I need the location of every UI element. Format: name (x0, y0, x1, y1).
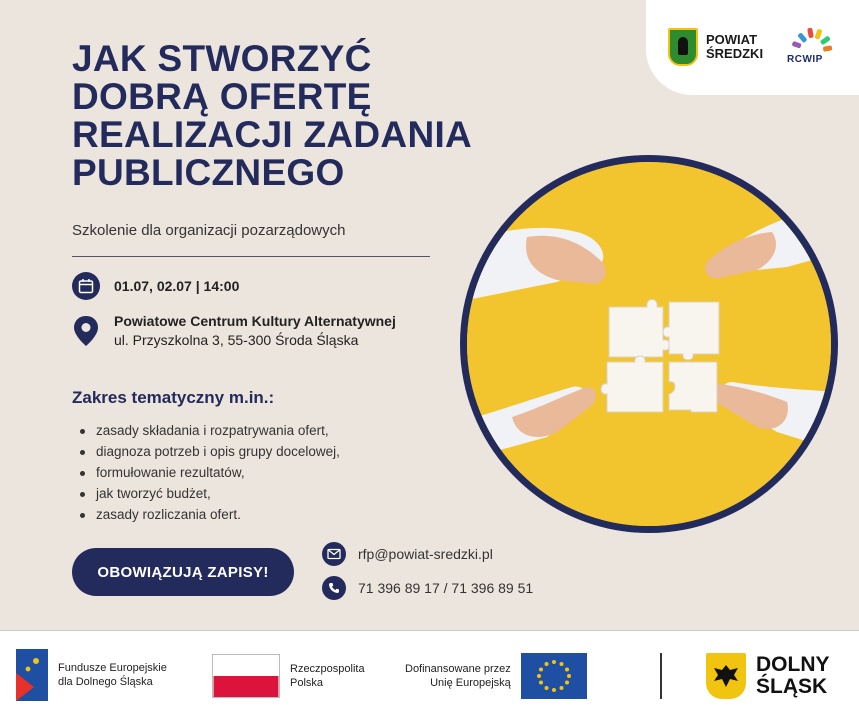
contact-phone[interactable]: 71 396 89 17 / 71 396 89 51 (358, 580, 534, 596)
subtitle: Szkolenie dla organizacji pozarządowych (72, 222, 346, 239)
topics-list (78, 420, 340, 525)
rp-text-line1: Rzeczpospolita (290, 663, 365, 675)
powiat-crest-icon (668, 28, 698, 66)
list-item: formułowanie rezultatów, (78, 462, 340, 483)
puzzle-illustration (467, 162, 831, 526)
phone-icon (322, 576, 346, 600)
venue-address: ul. Przyszkolna 3, 55-300 Środa Śląska (114, 332, 359, 348)
polish-flag-icon (212, 654, 280, 698)
rcwip-logo-text: RCWIP (787, 54, 823, 65)
location-pin-icon (72, 315, 100, 347)
eagle-crest-icon (706, 653, 746, 699)
list-item: diagnoza potrzeb i opis grupy docelowej, (78, 441, 340, 462)
event-venue-row (72, 312, 396, 350)
event-datetime: 01.07, 02.07 | 14:00 (114, 278, 240, 294)
powiat-logo-line1: POWIAT (706, 32, 758, 47)
calendar-icon (72, 272, 100, 300)
contact-email[interactable]: rfp@powiat-sredzki.pl (358, 546, 493, 562)
divider (72, 256, 430, 257)
fe-logo (14, 647, 167, 703)
registration-required-button[interactable]: OBOWIĄZUJĄ ZAPISY! (72, 548, 294, 596)
title-line-1: JAK STWORZYĆ (72, 38, 372, 79)
venue-name: Powiatowe Centrum Kultury Alternatywnej (114, 313, 396, 329)
rcwip-rays-icon (784, 26, 844, 56)
fe-text-line1: Fundusze Europejskie (58, 662, 167, 674)
ue-text-line1: Dofinansowane przez (405, 663, 511, 675)
page-title (72, 40, 542, 192)
powiat-logo-line2: ŚREDZKI (706, 46, 764, 61)
contact-email-row (322, 542, 493, 566)
ds-text-line1: DOLNY (756, 653, 830, 676)
title-line-3: REALIZACJI ZADANIA (72, 114, 473, 155)
dolny-slask-logo (706, 653, 830, 699)
event-date-row (72, 272, 239, 300)
rcwip-logo (784, 26, 844, 72)
puzzle-hands-photo (460, 155, 838, 533)
contact-phone-row (322, 576, 533, 600)
list-item: jak tworzyć budżet, (78, 483, 340, 504)
rp-logo (212, 654, 365, 698)
eu-funds-icon (14, 647, 50, 703)
list-item: zasady składania i rozpatrywania ofert, (78, 420, 340, 441)
fe-text-line2: dla Dolnego Śląska (58, 676, 153, 688)
ue-text-line2: Unię Europejską (430, 677, 511, 689)
eu-logo (405, 653, 587, 699)
topics-heading: Zakres tematyczny m.in.: (72, 388, 275, 407)
title-line-2: DOBRĄ OFERTĘ (72, 76, 372, 117)
ds-text-line2: ŚLĄSK (756, 675, 828, 698)
title-line-4: PUBLICZNEGO (72, 152, 345, 193)
list-item: zasady rozliczania ofert. (78, 504, 340, 525)
footer-funding-bar (0, 630, 859, 720)
eu-flag-icon (521, 653, 587, 699)
mail-icon (322, 542, 346, 566)
partner-logos-badge (646, 0, 859, 95)
footer-divider (660, 653, 662, 699)
rp-text-line2: Polska (290, 677, 324, 689)
powiat-sredzki-logo (668, 28, 763, 66)
